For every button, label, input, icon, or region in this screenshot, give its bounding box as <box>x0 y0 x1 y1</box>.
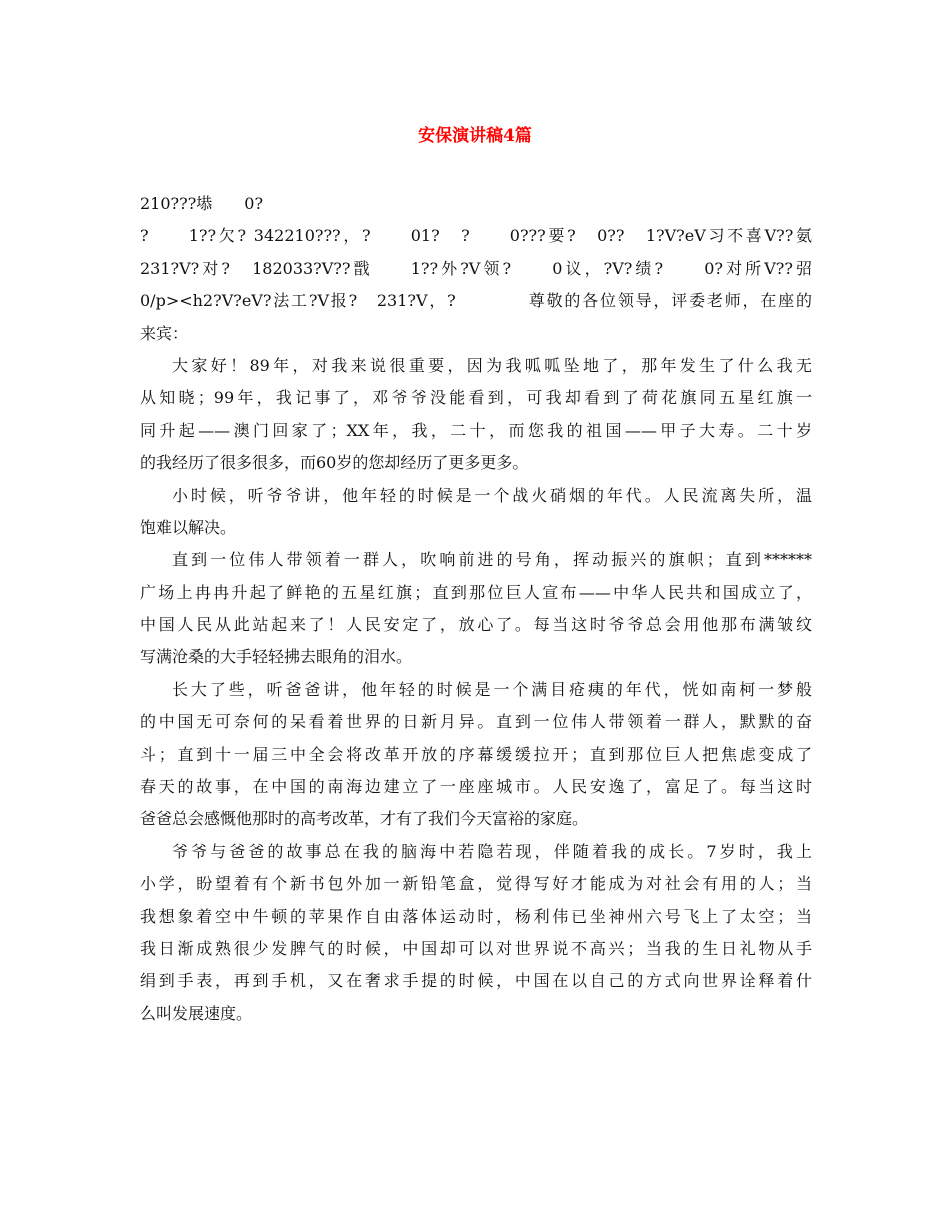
text-line: ? 1??欠? 342210???，? 01? ? 0???要? 0?? 1?V?eV习不喜V??氨 <box>140 226 812 246</box>
text-line: 我想象着空中牛顿的苹果作自由落体运动时，杨利伟已坐神州六号飞上了太空；当 <box>140 906 812 926</box>
text-line: 爷爷与爸爸的故事总在我的脑海中若隐若现，伴随着我的成长。7岁时，我上 <box>172 841 812 861</box>
text-line: 我日渐成熟很少发脾气的时候，中国却可以对世界说不高兴；当我的生日礼物从手 <box>140 938 812 958</box>
document-body <box>140 188 812 1030</box>
text-line: 爸爸总会感慨他那时的高考改革，才有了我们今天富裕的家庭。 <box>140 809 589 829</box>
text-line: 0/p><h2?V?eV?法工?V报? 231?V，? 尊敬的各位领导，评委老师，在座的 <box>140 291 812 311</box>
text-line: 春天的故事，在中国的南海边建立了一座座城市。人民安逸了，富足了。每当这时 <box>140 777 812 797</box>
text-line: 210???塨 0? <box>140 194 264 213</box>
text-line: 中国人民从此站起来了！人民安定了，放心了。每当这时爷爷总会用他那布满皱纹 <box>140 615 812 635</box>
text-line: 231?V?对? 182033?V??戬 1??外?V领? 0议，?V?绩? 0?对所V??弨 <box>140 258 812 278</box>
text-line: 直到一位伟人带领着一群人，吹响前进的号角，挥动振兴的旗帜；直到****** <box>172 550 812 570</box>
text-line: 小时候，听爷爷讲，他年轻的时候是一个战火硝烟的年代。人民流离失所，温 <box>172 485 812 505</box>
text-line: 同升起——澳门回家了；XX年，我，二十，而您我的祖国——甲子大寿。二十岁 <box>140 420 812 440</box>
text-line: 饱难以解决。 <box>140 517 237 537</box>
text-line: 斗；直到十一届三中全会将改革开放的序幕缓缓拉开；直到那位巨人把焦虑变成了 <box>140 744 812 764</box>
text-line: 的我经历了很多很多，而60岁的您却经历了更多更多。 <box>140 453 529 473</box>
text-line: 长大了些，听爸爸讲，他年轻的时候是一个满目疮痍的年代，恍如南柯一梦般 <box>172 679 812 699</box>
text-line: 广场上冉冉升起了鲜艳的五星红旗；直到那位巨人宣布——中华人民共和国成立了， <box>140 582 812 602</box>
text-line: 么叫发展速度。 <box>140 1003 253 1023</box>
text-line: 来宾： <box>140 323 189 343</box>
text-line: 绢到手表，再到手机，又在奢求手提的时候，中国在以自己的方式向世界诠释着什 <box>140 971 812 991</box>
text-line: 从知晓；99年，我记事了，邓爷爷没能看到，可我却看到了荷花旗同五星红旗一 <box>140 388 812 408</box>
document-title: 安保演讲稿4篇 <box>418 126 532 146</box>
text-line: 写满沧桑的大手轻轻拂去眼角的泪水。 <box>140 647 413 667</box>
text-line: 大家好！89年，对我来说很重要，因为我呱呱坠地了，那年发生了什么我无 <box>172 355 812 375</box>
text-line: 小学，盼望着有个新书包外加一新铅笔盒，觉得写好才能成为对社会有用的人；当 <box>140 874 812 894</box>
text-line: 的中国无可奈何的呆看着世界的日新月异。直到一位伟人带领着一群人，默默的奋 <box>140 712 812 732</box>
